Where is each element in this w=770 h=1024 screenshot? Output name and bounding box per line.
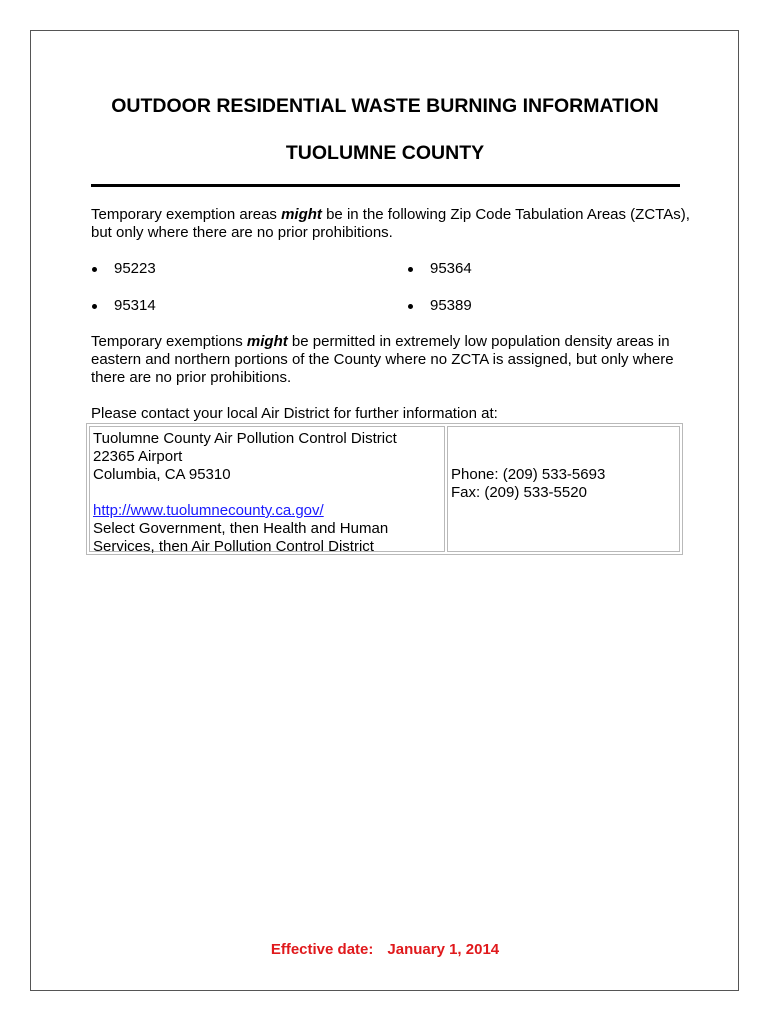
spacer (93, 484, 444, 502)
effective-date-value: January 1, 2014 (387, 941, 500, 958)
county-website-link[interactable]: http://www.tuolumnecounty.ca.gov/ (93, 502, 324, 519)
title-divider (91, 184, 680, 187)
intro-emphasis: might (281, 206, 322, 223)
contact-intro: Please contact your local Air District for further information at: (91, 405, 498, 422)
effective-date-label: Effective date: (270, 941, 374, 958)
bullet-icon (92, 267, 97, 272)
district-name: Tuolumne County Air Pollution Control District (93, 430, 397, 447)
phone-number: Phone: (209) 533-5693 (451, 466, 606, 483)
effective-date (0, 941, 770, 958)
zcta-list-item (92, 260, 156, 278)
document-subtitle: TUOLUMNE COUNTY (285, 142, 485, 164)
zcta-code: 95364 (430, 260, 472, 277)
zcta-list-item (408, 260, 472, 278)
zcta-list-item (92, 297, 156, 315)
instructions-line-1: Select Government, then Health and Human (93, 520, 389, 537)
fax-number: Fax: (209) 533-5520 (451, 484, 587, 501)
bullet-icon (92, 304, 97, 309)
contact-address-cell (89, 426, 445, 555)
zcta-list-item (408, 297, 472, 315)
address-line-1: 22365 Airport (93, 448, 183, 465)
exemption-text-before: Temporary exemptions (91, 333, 247, 350)
instructions-line-2: Services, then Air Pollution Control District (93, 538, 374, 555)
zcta-code: 95389 (430, 297, 472, 314)
intro-text-after: be in the following Zip Code Tabulation Areas (ZCTAs), but only where there are no prior prohibitions. (91, 206, 690, 241)
exemption-paragraph (91, 333, 691, 387)
contact-table (86, 423, 683, 555)
intro-paragraph (91, 206, 691, 242)
bullet-icon (408, 304, 413, 309)
zcta-code: 95223 (114, 260, 156, 277)
contact-phone-cell (447, 426, 680, 552)
document-title: OUTDOOR RESIDENTIAL WASTE BURNING INFORMATION (111, 95, 659, 117)
address-line-2: Columbia, CA 95310 (93, 466, 231, 483)
exemption-emphasis: might (246, 333, 288, 350)
bullet-icon (408, 267, 413, 272)
intro-text-before: Temporary exemption areas (91, 206, 282, 223)
zcta-code: 95314 (114, 297, 156, 314)
exemption-text-after: be permitted in extremely low population density areas in eastern and northern portions of the County where no ZCTA is assigned, but only where there are no prior prohibitions. (91, 333, 674, 386)
